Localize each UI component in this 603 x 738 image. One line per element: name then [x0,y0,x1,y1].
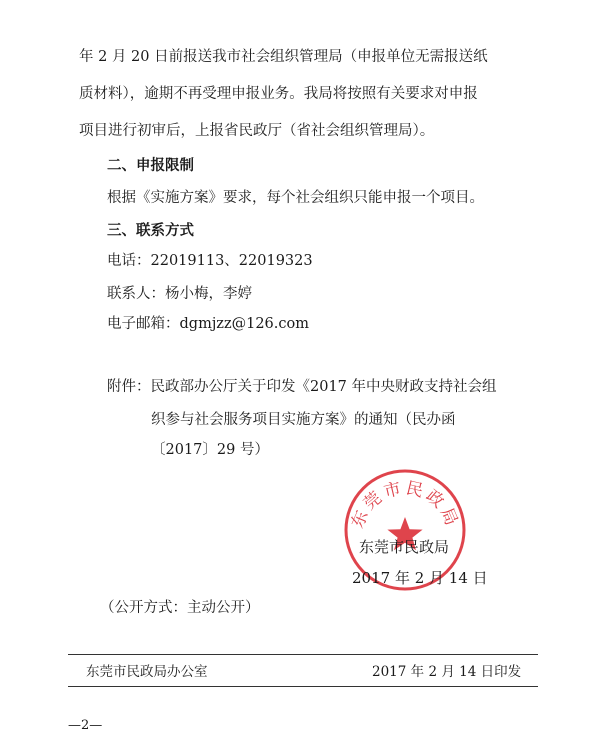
footer-office: 东莞市民政局办公室 [86,664,208,680]
attachment-line-2: 织参与社会服务项目实施方案》的通知（民办函 [151,412,456,428]
contact-persons: 联系人：杨小梅，李婷 [107,286,252,302]
svg-text:东莞市民政局: 东莞市民政局 [347,478,463,532]
paragraph-line-2: 质材料），逾期不再受理申报业务。我局将按照有关要求对申报 [79,86,478,102]
paragraph-line-3: 项目进行初审后，上报省民政厅（省社会组织管理局）。 [79,123,435,139]
footer-print-date: 2017 年 2 月 14 日印发 [372,664,522,680]
paragraph-line-1: 年 2 月 20 日前报送我市社会组织管理局（申报单位无需报送纸 [79,49,488,65]
footer-bottom-rule [68,686,538,687]
restrictions-body: 根据《实施方案》要求，每个社会组织只能申报一个项目。 [107,190,484,206]
attachment-line-3: 〔2017〕29 号） [151,442,269,458]
attachment-line-1: 附件：民政部办公厅关于印发《2017 年中央财政支持社会组 [107,379,497,395]
signature-organization: 东莞市民政局 [359,538,450,556]
footer-top-rule [68,654,538,655]
page-number: —2— [68,718,103,733]
section-heading-contact: 三、联系方式 [107,223,194,239]
section-heading-restrictions: 二、申报限制 [107,158,194,174]
disclosure-note: （公开方式：主动公开） [100,600,260,616]
contact-phone: 电话：22019113、22019323 [107,253,313,269]
signature-date: 2017 年 2 月 14 日 [352,569,488,587]
contact-email: 电子邮箱：dgmjzz@126.com [107,316,309,332]
